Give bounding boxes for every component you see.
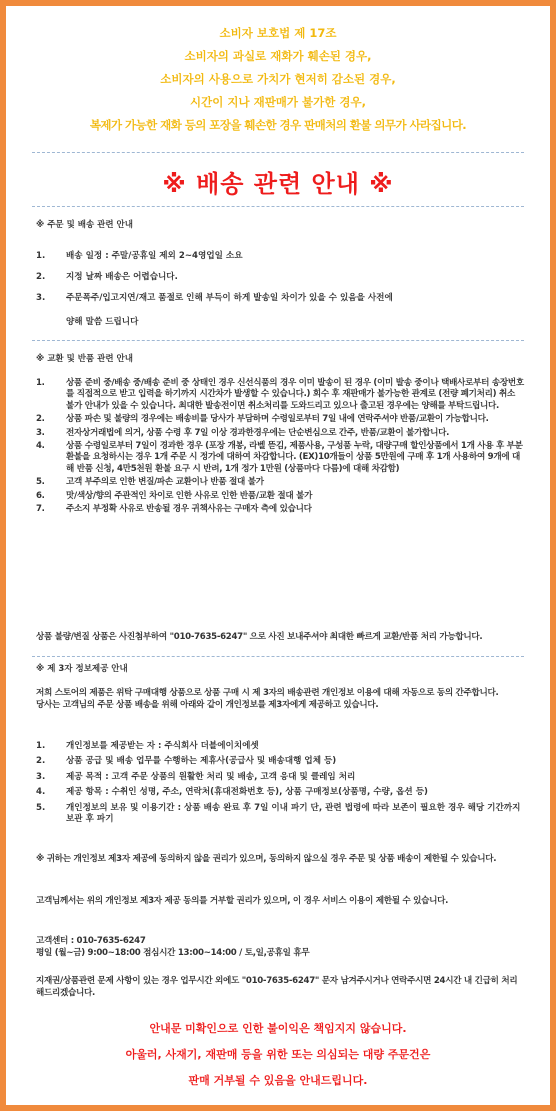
- privacy-intro: [36, 688, 524, 711]
- list-item: [36, 441, 524, 475]
- list-number: 1.: [36, 378, 45, 388]
- list-text: 주문폭주/입고지연/재고 품절로 인해 부득이 하게 발송일 차이가 있을 수 있음을 사전에: [66, 293, 393, 303]
- list-text: 상품 공급 및 배송 업무를 수행하는 제휴사(공급사 및 배송대행 업체 등): [66, 756, 337, 767]
- section-heading-exchange: ※ 교환 및 반품 관련 안내: [36, 354, 133, 364]
- exchange-photo-note: 상품 불량/변질 상품은 사진첨부하여 "010-7635-6247" 으로 사진 보내주셔야 최대한 빠르게 교환/반품 처리 가능합니다.: [36, 632, 483, 642]
- list-number: 4.: [36, 441, 45, 452]
- section-heading-privacy: ※ 제 3자 정보제공 안내: [36, 664, 128, 674]
- customer-center: [36, 936, 524, 959]
- list-item: [36, 288, 524, 333]
- list-text: 제공 목적 : 고객 주문 상품의 원활한 처리 및 배송, 고객 응대 및 클레임 처리: [66, 771, 356, 782]
- list-text-continued: 양해 말씀 드립니다: [66, 317, 139, 327]
- list-item: [36, 414, 524, 425]
- list-number: 5.: [36, 477, 45, 488]
- divider: [32, 340, 524, 341]
- law-line: 복제가 가능한 재화 등의 포장을 훼손한 경우 판매처의 환불 의무가 사라집니다.: [89, 118, 467, 132]
- exchange-list: [36, 378, 524, 517]
- list-number: 7.: [36, 504, 45, 515]
- privacy-intro-line: 저희 스토어의 제품은 위탁 구매대행 상품으로 상품 구매 시 제 3자의 배송관련 개인정보 이용에 대해 자동으로 동의 간주합니다.: [36, 688, 499, 698]
- list-text: 맛/색상/향의 주관적인 차이로 인한 사유로 인한 반품/교환 절대 불가: [66, 490, 313, 501]
- consumer-law-notice: [32, 22, 524, 137]
- privacy-intro-line: 당사는 고객님의 주문 상품 배송을 위해 아래와 같이 개인정보를 제3자에게 제공하고 있습니다.: [36, 699, 379, 710]
- list-text: 상품 수령일로부터 7일이 경과한 경우 (포장 개봉, 라벨 뜯김, 제품사용, 구성품 누락, 대량구매 할인상품에서 1개 사용 후 부분 환불을 요청하시는 경우 1개 주문 시 정가에 대하여 차감합니다. (EX)10개들이 상품 5만원에 구매 후 1개 사용하여 9개에 대해 반품 신청, 4만5천원 환불 요구 시 반려, 1개 정가 1만원 (상품마다 다름)에 대해 차감함): [66, 441, 523, 474]
- list-text: 제공 항목 : 수취인 성명, 주소, 연락처(휴대전화번호 등), 상품 구매정보(상품명, 수량, 옵션 등): [66, 787, 428, 798]
- divider: [32, 656, 524, 657]
- notice-content: [32, 6, 524, 1105]
- list-number: 2.: [36, 414, 45, 425]
- list-item: [36, 803, 524, 826]
- list-number: 3.: [36, 293, 46, 303]
- list-text: 주소지 부정확 사유로 반송될 경우 귀책사유는 구매자 측에 있습니다: [66, 504, 312, 515]
- privacy-consent-note: ※ 귀하는 개인정보 제3자 제공에 동의하지 않을 권리가 있으며, 동의하지 않으실 경우 주문 및 상품 배송이 제한될 수 있습니다.: [36, 854, 497, 864]
- law-line: 소비자의 사용으로 가치가 현저히 감소된 경우,: [160, 72, 396, 86]
- list-number: 5.: [36, 802, 46, 813]
- list-number: 3.: [36, 427, 45, 438]
- privacy-refuse-note: 고객님께서는 위의 개인정보 제3자 제공 동의를 거부할 권리가 있으며, 이 경우 서비스 이용이 제한될 수 있습니다.: [36, 896, 449, 906]
- customer-center-hours: 평일 (월~금) 9:00~18:00 점심시간 13:00~14:00 / 토,일,공휴일 휴무: [36, 947, 310, 958]
- list-item: [36, 378, 524, 412]
- list-text: 지정 날짜 배송은 어렵습니다.: [66, 272, 178, 282]
- list-item: [36, 772, 524, 783]
- law-line: 소비자의 과실로 재화가 훼손된 경우,: [184, 49, 372, 63]
- list-text: 개인정보를 제공받는 자 : 주식회사 더블에이치에셋: [66, 741, 259, 751]
- footer-line: 아울러, 사재기, 재판매 등을 위한 또는 의심되는 대량 주문건은: [125, 1048, 431, 1061]
- section-heading-shipping: ※ 주문 및 배송 관련 안내: [36, 220, 133, 230]
- list-item: [36, 246, 524, 267]
- law-line: 시간이 지나 재판매가 불가한 경우,: [190, 95, 366, 109]
- customer-center-phone: 고객센터 : 010-7635-6247: [36, 936, 146, 946]
- list-text: 전자상거래법에 의거, 상품 수령 후 7일 이상 경과한경우에는 단순변심으로 간주, 반품/교환이 불가합니다.: [66, 427, 450, 438]
- list-number: 2.: [36, 272, 46, 282]
- footer-line: 안내문 미확인으로 인한 불이익은 책임지지 않습니다.: [149, 1022, 407, 1035]
- divider: [32, 206, 524, 207]
- list-number: 2.: [36, 756, 46, 767]
- ip-contact-note: 지재권/상품관련 문제 사항이 있는 경우 업무시간 외에도 "010-7635-6247" 문자 남겨주시거나 연락주시면 24시간 내 긴급히 처리해드리겠습니다.: [36, 976, 518, 998]
- divider: [32, 152, 524, 153]
- page-title: ※ 배송 관련 안내 ※: [162, 170, 394, 198]
- list-number: 4.: [36, 787, 46, 798]
- list-text: 배송 일정 : 주말/공휴일 제외 2~4영업일 소요: [66, 251, 243, 261]
- list-number: 1.: [36, 741, 46, 751]
- list-item: [36, 477, 524, 488]
- list-number: 1.: [36, 251, 46, 261]
- list-item: [36, 267, 524, 288]
- list-number: 3.: [36, 771, 46, 782]
- list-item: [36, 428, 524, 439]
- list-item: [36, 756, 524, 767]
- list-text: 상품 파손 및 불량의 경우에는 배송비를 당사가 부담하며 수령일로부터 7일 내에 연락주셔야 반품/교환이 가능합니다.: [66, 414, 489, 425]
- list-item: [36, 491, 524, 502]
- shipping-list: [36, 246, 524, 333]
- footer-line: 판매 거부될 수 있음을 안내드립니다.: [188, 1074, 368, 1087]
- list-item: [36, 787, 524, 798]
- list-number: 6.: [36, 490, 45, 501]
- law-line: 소비자 보호법 제 17조: [219, 26, 337, 40]
- footer-warning: [32, 1016, 524, 1094]
- list-text: 고객 부주의로 인한 변질/파손 교환이나 반품 절대 불가: [66, 477, 264, 488]
- list-text: 개인정보의 보유 및 이용기간 : 상품 배송 완료 후 7일 이내 파기 단, 관련 법령에 따라 보존이 필요한 경우 해당 기간까지 보관 후 파기: [66, 802, 521, 825]
- privacy-list: [36, 741, 524, 829]
- list-item: [36, 741, 524, 752]
- list-text: 상품 준비 중/배송 중/배송 준비 중 상태인 경우 신선식품의 경우 이미 발송이 된 경우 (이미 발송 중이나 택배사로부터 송장번호를 직접적으로 받고 입력을 하기까지 시간차가 발생할 수 있습니다.) 회수 후 재판매가 불가능한 관계로 (전량 폐기처리) 취소 불가 안내가 있을 수 있습니다. 최대한 발송전이면 취소처리를 도와드리고 있으나 출고된 경우에는 양해를 부탁드립니다.: [66, 378, 524, 411]
- list-item: [36, 504, 524, 515]
